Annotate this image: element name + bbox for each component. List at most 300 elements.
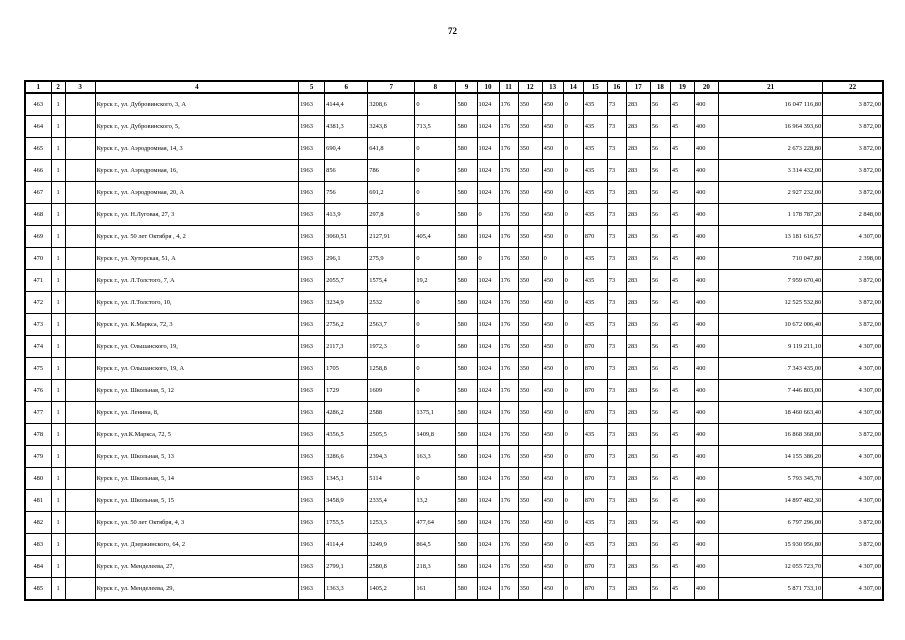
table-cell-col-7: 2394,3 <box>368 446 415 468</box>
table-cell-col-9: 580 <box>456 578 477 601</box>
table-cell-col-22: 2 398,00 <box>823 248 883 270</box>
table-cell-col-17: 283 <box>626 424 650 446</box>
table-cell-col-2: 1 <box>51 292 65 314</box>
column-header-5: 5 <box>299 81 325 93</box>
table-cell-col-18: 56 <box>650 248 670 270</box>
table-cell-col-20: 400 <box>694 578 718 601</box>
table-row <box>25 556 883 578</box>
table-cell-col-9: 580 <box>456 424 477 446</box>
table-cell-col-19: 45 <box>670 270 694 292</box>
table-cell-col-12: 350 <box>518 314 542 336</box>
table-cell-col-22: 4 307,00 <box>823 226 883 248</box>
table-cell-col-8: 0 <box>415 182 456 204</box>
table-cell-col-22: 4 307,00 <box>823 402 883 424</box>
table-cell-col-5: 1963 <box>299 226 325 248</box>
table-cell-col-7: 2127,91 <box>368 226 415 248</box>
table-cell-col-6: 856 <box>325 160 368 182</box>
table-cell-col-16: 73 <box>607 336 626 358</box>
table-cell-col-1: 484 <box>25 556 51 578</box>
column-header-18: 18 <box>650 81 670 93</box>
table-row <box>25 116 883 138</box>
table-cell-col-17: 283 <box>626 402 650 424</box>
table-cell-col-6: 4381,3 <box>325 116 368 138</box>
table-cell-col-4: Курск г., ул. Дубровинского, 3, А <box>95 93 298 116</box>
table-cell-col-9: 580 <box>456 138 477 160</box>
table-cell-col-1: 468 <box>25 204 51 226</box>
table-cell-col-4: Курск г., ул. Дзержинского, 64, 2 <box>95 534 298 556</box>
table-cell-col-15: 435 <box>583 270 607 292</box>
table-cell-col-8: 713,5 <box>415 116 456 138</box>
table-cell-col-18: 56 <box>650 490 670 512</box>
table-cell-col-1: 482 <box>25 512 51 534</box>
table-cell-col-3 <box>65 248 95 270</box>
table-cell-col-12: 350 <box>518 402 542 424</box>
table-cell-col-9: 580 <box>456 556 477 578</box>
table-cell-col-10: 1024 <box>477 490 499 512</box>
table-cell-col-9: 580 <box>456 402 477 424</box>
table-cell-col-16: 73 <box>607 512 626 534</box>
table-cell-col-5: 1963 <box>299 468 325 490</box>
table-row <box>25 204 883 226</box>
table-cell-col-18: 56 <box>650 380 670 402</box>
table-cell-col-1: 479 <box>25 446 51 468</box>
table-cell-col-14: 0 <box>563 446 583 468</box>
table-cell-col-1: 474 <box>25 336 51 358</box>
table-cell-col-13: 450 <box>542 578 563 601</box>
table-cell-col-3 <box>65 116 95 138</box>
table-cell-col-10: 1024 <box>477 402 499 424</box>
table-cell-col-15: 870 <box>583 578 607 601</box>
table-row <box>25 270 883 292</box>
table-cell-col-7: 3208,6 <box>368 93 415 116</box>
column-header-9: 9 <box>456 81 477 93</box>
table-cell-col-10: 1024 <box>477 160 499 182</box>
table-cell-col-15: 435 <box>583 204 607 226</box>
table-cell-col-22: 3 872,00 <box>823 93 883 116</box>
table-cell-col-19: 45 <box>670 402 694 424</box>
table-cell-col-20: 400 <box>694 380 718 402</box>
table-cell-col-22: 4 307,00 <box>823 468 883 490</box>
table-cell-col-4: Курск г., ул. 50 лет Октября , 4, 2 <box>95 226 298 248</box>
table-cell-col-6: 296,1 <box>325 248 368 270</box>
table-cell-col-16: 73 <box>607 116 626 138</box>
table-cell-col-15: 435 <box>583 160 607 182</box>
table-cell-col-6: 2055,7 <box>325 270 368 292</box>
table-cell-col-22: 3 872,00 <box>823 424 883 446</box>
table-cell-col-16: 73 <box>607 358 626 380</box>
table-cell-col-8: 405,4 <box>415 226 456 248</box>
table-cell-col-4: Курск г., ул. Школьная, 5, 13 <box>95 446 298 468</box>
table-cell-col-11: 176 <box>499 248 518 270</box>
table-cell-col-5: 1963 <box>299 292 325 314</box>
table-cell-col-14: 0 <box>563 358 583 380</box>
table-cell-col-1: 470 <box>25 248 51 270</box>
table-cell-col-15: 870 <box>583 336 607 358</box>
table-cell-col-11: 176 <box>499 380 518 402</box>
table-cell-col-15: 435 <box>583 424 607 446</box>
table-cell-col-15: 435 <box>583 512 607 534</box>
table-cell-col-4: Курск г., ул. 50 лет Октября, 4, 3 <box>95 512 298 534</box>
table-cell-col-3 <box>65 534 95 556</box>
table-cell-col-10: 1024 <box>477 424 499 446</box>
table-cell-col-16: 73 <box>607 248 626 270</box>
table-cell-col-4: Курск г., ул. Ленина, 8, <box>95 402 298 424</box>
table-cell-col-18: 56 <box>650 534 670 556</box>
table-cell-col-6: 1755,5 <box>325 512 368 534</box>
table-cell-col-2: 1 <box>51 358 65 380</box>
table-cell-col-14: 0 <box>563 468 583 490</box>
table-row <box>25 534 883 556</box>
table-cell-col-7: 5114 <box>368 468 415 490</box>
header-row <box>25 81 883 93</box>
table-cell-col-2: 1 <box>51 248 65 270</box>
table-cell-col-9: 580 <box>456 226 477 248</box>
table-cell-col-2: 1 <box>51 534 65 556</box>
table-cell-col-9: 580 <box>456 93 477 116</box>
table-cell-col-20: 400 <box>694 93 718 116</box>
table-cell-col-6: 3286,6 <box>325 446 368 468</box>
table-cell-col-4: Курск г., ул. Школьная, 5, 14 <box>95 468 298 490</box>
table-cell-col-18: 56 <box>650 270 670 292</box>
table-cell-col-15: 870 <box>583 402 607 424</box>
table-cell-col-16: 73 <box>607 182 626 204</box>
table-cell-col-7: 3249,9 <box>368 534 415 556</box>
table-cell-col-11: 176 <box>499 358 518 380</box>
table-cell-col-20: 400 <box>694 138 718 160</box>
table-cell-col-20: 400 <box>694 336 718 358</box>
table-cell-col-11: 176 <box>499 93 518 116</box>
table-cell-col-15: 870 <box>583 490 607 512</box>
table-cell-col-22: 3 872,00 <box>823 116 883 138</box>
table-cell-col-9: 580 <box>456 292 477 314</box>
column-header-19: 19 <box>670 81 694 93</box>
table-cell-col-5: 1963 <box>299 116 325 138</box>
table-cell-col-15: 435 <box>583 534 607 556</box>
column-header-15: 15 <box>583 81 607 93</box>
column-header-13: 13 <box>542 81 563 93</box>
table-cell-col-2: 1 <box>51 160 65 182</box>
table-cell-col-16: 73 <box>607 402 626 424</box>
table-cell-col-13: 450 <box>542 270 563 292</box>
table-cell-col-5: 1963 <box>299 534 325 556</box>
table-row <box>25 446 883 468</box>
table-cell-col-9: 580 <box>456 160 477 182</box>
table-cell-col-3 <box>65 490 95 512</box>
table-cell-col-17: 283 <box>626 204 650 226</box>
table-row <box>25 182 883 204</box>
table-cell-col-10: 1024 <box>477 292 499 314</box>
table-cell-col-5: 1963 <box>299 336 325 358</box>
table-cell-col-7: 786 <box>368 160 415 182</box>
table-cell-col-4: Курск г., ул. Школьная, 5, 12 <box>95 380 298 402</box>
table-cell-col-13: 450 <box>542 490 563 512</box>
table-cell-col-21: 1 178 787,20 <box>718 204 822 226</box>
table-cell-col-8: 0 <box>415 138 456 160</box>
table-cell-col-2: 1 <box>51 270 65 292</box>
table-cell-col-15: 435 <box>583 248 607 270</box>
column-header-6: 6 <box>325 81 368 93</box>
table-cell-col-12: 350 <box>518 468 542 490</box>
table-cell-col-17: 283 <box>626 182 650 204</box>
table-cell-col-12: 350 <box>518 512 542 534</box>
table-cell-col-12: 350 <box>518 490 542 512</box>
table-cell-col-10: 0 <box>477 248 499 270</box>
table-cell-col-3 <box>65 138 95 160</box>
table-cell-col-5: 1963 <box>299 556 325 578</box>
table-cell-col-17: 283 <box>626 336 650 358</box>
table-cell-col-15: 870 <box>583 226 607 248</box>
table-cell-col-18: 56 <box>650 556 670 578</box>
table-cell-col-21: 16 868 368,00 <box>718 424 822 446</box>
table-cell-col-13: 450 <box>542 116 563 138</box>
table-cell-col-19: 45 <box>670 204 694 226</box>
table-cell-col-18: 56 <box>650 182 670 204</box>
table-cell-col-12: 350 <box>518 182 542 204</box>
table-cell-col-18: 56 <box>650 512 670 534</box>
table-row <box>25 402 883 424</box>
table-cell-col-20: 400 <box>694 116 718 138</box>
table-cell-col-19: 45 <box>670 358 694 380</box>
table-cell-col-4: Курск г., ул. Ольшанского, 19, <box>95 336 298 358</box>
table-cell-col-18: 56 <box>650 336 670 358</box>
table-cell-col-3 <box>65 292 95 314</box>
table-cell-col-20: 400 <box>694 556 718 578</box>
table-cell-col-11: 176 <box>499 138 518 160</box>
table-cell-col-21: 5 871 733,10 <box>718 578 822 601</box>
table-cell-col-10: 1024 <box>477 468 499 490</box>
table-cell-col-11: 176 <box>499 270 518 292</box>
table-cell-col-1: 466 <box>25 160 51 182</box>
table-cell-col-22: 3 872,00 <box>823 314 883 336</box>
table-cell-col-18: 56 <box>650 424 670 446</box>
table-row <box>25 314 883 336</box>
table-cell-col-6: 3458,9 <box>325 490 368 512</box>
table-cell-col-4: Курск г., ул. Аэродромная, 16, <box>95 160 298 182</box>
table-cell-col-16: 73 <box>607 446 626 468</box>
table-cell-col-14: 0 <box>563 182 583 204</box>
table-cell-col-1: 480 <box>25 468 51 490</box>
table-cell-col-7: 1972,3 <box>368 336 415 358</box>
table-cell-col-19: 45 <box>670 336 694 358</box>
table-cell-col-1: 467 <box>25 182 51 204</box>
table-cell-col-14: 0 <box>563 314 583 336</box>
table-cell-col-6: 3234,9 <box>325 292 368 314</box>
table-cell-col-22: 3 872,00 <box>823 270 883 292</box>
table-cell-col-1: 464 <box>25 116 51 138</box>
table-cell-col-15: 870 <box>583 358 607 380</box>
table-cell-col-4: Курск г., ул. Аэродромная, 20, А <box>95 182 298 204</box>
table-cell-col-10: 1024 <box>477 380 499 402</box>
table-cell-col-21: 7 343 435,00 <box>718 358 822 380</box>
table-cell-col-12: 350 <box>518 248 542 270</box>
table-cell-col-11: 176 <box>499 512 518 534</box>
table-cell-col-18: 56 <box>650 138 670 160</box>
table-cell-col-5: 1963 <box>299 446 325 468</box>
table-cell-col-19: 45 <box>670 468 694 490</box>
table-cell-col-7: 1258,8 <box>368 358 415 380</box>
table-cell-col-7: 641,8 <box>368 138 415 160</box>
table-cell-col-17: 283 <box>626 270 650 292</box>
table-cell-col-3 <box>65 578 95 601</box>
table-cell-col-12: 350 <box>518 534 542 556</box>
table-cell-col-20: 400 <box>694 314 718 336</box>
table-cell-col-16: 73 <box>607 578 626 601</box>
table-cell-col-14: 0 <box>563 204 583 226</box>
table-cell-col-14: 0 <box>563 226 583 248</box>
table-cell-col-18: 56 <box>650 160 670 182</box>
table-cell-col-6: 1729 <box>325 380 368 402</box>
table-cell-col-12: 350 <box>518 358 542 380</box>
table-cell-col-3 <box>65 182 95 204</box>
table-cell-col-16: 73 <box>607 226 626 248</box>
table-cell-col-9: 580 <box>456 182 477 204</box>
table-cell-col-5: 1963 <box>299 424 325 446</box>
table-cell-col-22: 3 872,00 <box>823 292 883 314</box>
table-cell-col-3 <box>65 270 95 292</box>
table-cell-col-18: 56 <box>650 358 670 380</box>
table-cell-col-17: 283 <box>626 248 650 270</box>
table-cell-col-17: 283 <box>626 446 650 468</box>
table-cell-col-2: 1 <box>51 138 65 160</box>
table-cell-col-16: 73 <box>607 468 626 490</box>
table-cell-col-20: 400 <box>694 248 718 270</box>
table-row <box>25 93 883 116</box>
table-cell-col-20: 400 <box>694 226 718 248</box>
table-cell-col-9: 580 <box>456 446 477 468</box>
table-cell-col-9: 580 <box>456 270 477 292</box>
table-cell-col-17: 283 <box>626 578 650 601</box>
table-cell-col-7: 2335,4 <box>368 490 415 512</box>
column-header-10: 10 <box>477 81 499 93</box>
table-cell-col-10: 1024 <box>477 578 499 601</box>
table-cell-col-15: 435 <box>583 182 607 204</box>
table-cell-col-4: Курск г., ул. Дубровинского, 5, <box>95 116 298 138</box>
table-cell-col-15: 870 <box>583 468 607 490</box>
table-cell-col-1: 473 <box>25 314 51 336</box>
table-cell-col-21: 2 927 232,00 <box>718 182 822 204</box>
table-cell-col-12: 350 <box>518 138 542 160</box>
column-header-11: 11 <box>499 81 518 93</box>
housing-registry-table <box>24 80 884 601</box>
table-cell-col-1: 478 <box>25 424 51 446</box>
table-cell-col-7: 3243,8 <box>368 116 415 138</box>
table-cell-col-6: 4286,2 <box>325 402 368 424</box>
table-cell-col-11: 176 <box>499 424 518 446</box>
table-cell-col-10: 0 <box>477 204 499 226</box>
table-cell-col-17: 283 <box>626 468 650 490</box>
table-cell-col-15: 870 <box>583 446 607 468</box>
table-cell-col-2: 1 <box>51 424 65 446</box>
table-cell-col-12: 350 <box>518 292 542 314</box>
table-cell-col-4: Курск г., ул. К.Маркса, 72, 3 <box>95 314 298 336</box>
table-cell-col-18: 56 <box>650 446 670 468</box>
table-cell-col-2: 1 <box>51 182 65 204</box>
table-cell-col-19: 45 <box>670 556 694 578</box>
table-cell-col-21: 16 047 116,80 <box>718 93 822 116</box>
table-cell-col-13: 450 <box>542 380 563 402</box>
table-cell-col-14: 0 <box>563 160 583 182</box>
table-cell-col-5: 1963 <box>299 314 325 336</box>
table-cell-col-5: 1963 <box>299 93 325 116</box>
table-cell-col-14: 0 <box>563 336 583 358</box>
table-cell-col-18: 56 <box>650 116 670 138</box>
table-cell-col-20: 400 <box>694 446 718 468</box>
table-cell-col-9: 580 <box>456 380 477 402</box>
table-cell-col-7: 2563,7 <box>368 314 415 336</box>
table-cell-col-21: 7 446 803,00 <box>718 380 822 402</box>
table-cell-col-1: 481 <box>25 490 51 512</box>
table-cell-col-15: 870 <box>583 556 607 578</box>
table-cell-col-11: 176 <box>499 160 518 182</box>
table-cell-col-13: 450 <box>542 182 563 204</box>
table-cell-col-4: Курск г., ул. Школьная, 5, 15 <box>95 490 298 512</box>
table-cell-col-21: 710 047,80 <box>718 248 822 270</box>
table-cell-col-13: 450 <box>542 358 563 380</box>
table-cell-col-17: 283 <box>626 116 650 138</box>
table-cell-col-14: 0 <box>563 578 583 601</box>
table-cell-col-13: 450 <box>542 534 563 556</box>
table-cell-col-17: 283 <box>626 292 650 314</box>
table-row <box>25 512 883 534</box>
table-cell-col-20: 400 <box>694 490 718 512</box>
table-cell-col-10: 1024 <box>477 116 499 138</box>
table-cell-col-3 <box>65 336 95 358</box>
table-cell-col-19: 45 <box>670 93 694 116</box>
column-header-4: 4 <box>95 81 298 93</box>
table-cell-col-19: 45 <box>670 116 694 138</box>
table-cell-col-13: 450 <box>542 226 563 248</box>
table-cell-col-16: 73 <box>607 380 626 402</box>
table-row <box>25 380 883 402</box>
table-cell-col-17: 283 <box>626 314 650 336</box>
table-cell-col-3 <box>65 314 95 336</box>
table-cell-col-16: 73 <box>607 138 626 160</box>
table-cell-col-13: 450 <box>542 160 563 182</box>
table-cell-col-10: 1024 <box>477 93 499 116</box>
column-header-20: 20 <box>694 81 718 93</box>
table-cell-col-13: 450 <box>542 512 563 534</box>
table-cell-col-5: 1963 <box>299 380 325 402</box>
table-cell-col-7: 275,9 <box>368 248 415 270</box>
table-cell-col-6: 4144,4 <box>325 93 368 116</box>
table-cell-col-14: 0 <box>563 270 583 292</box>
table-cell-col-9: 580 <box>456 468 477 490</box>
table-cell-col-5: 1963 <box>299 578 325 601</box>
table-row <box>25 292 883 314</box>
table-row <box>25 160 883 182</box>
table-cell-col-14: 0 <box>563 380 583 402</box>
table-row <box>25 358 883 380</box>
table-cell-col-12: 350 <box>518 204 542 226</box>
table-cell-col-10: 1024 <box>477 358 499 380</box>
page-number: 72 <box>448 26 457 36</box>
table-cell-col-19: 45 <box>670 446 694 468</box>
table-cell-col-13: 450 <box>542 138 563 160</box>
table-cell-col-1: 471 <box>25 270 51 292</box>
table-cell-col-22: 3 872,00 <box>823 534 883 556</box>
table-cell-col-1: 483 <box>25 534 51 556</box>
table-cell-col-1: 485 <box>25 578 51 601</box>
table-cell-col-11: 176 <box>499 534 518 556</box>
table-cell-col-10: 1024 <box>477 226 499 248</box>
table-cell-col-18: 56 <box>650 93 670 116</box>
table-cell-col-11: 176 <box>499 292 518 314</box>
table-cell-col-22: 4 307,00 <box>823 358 883 380</box>
table-cell-col-19: 45 <box>670 424 694 446</box>
column-header-22: 22 <box>823 81 883 93</box>
table-cell-col-18: 56 <box>650 468 670 490</box>
table-cell-col-6: 1363,3 <box>325 578 368 601</box>
